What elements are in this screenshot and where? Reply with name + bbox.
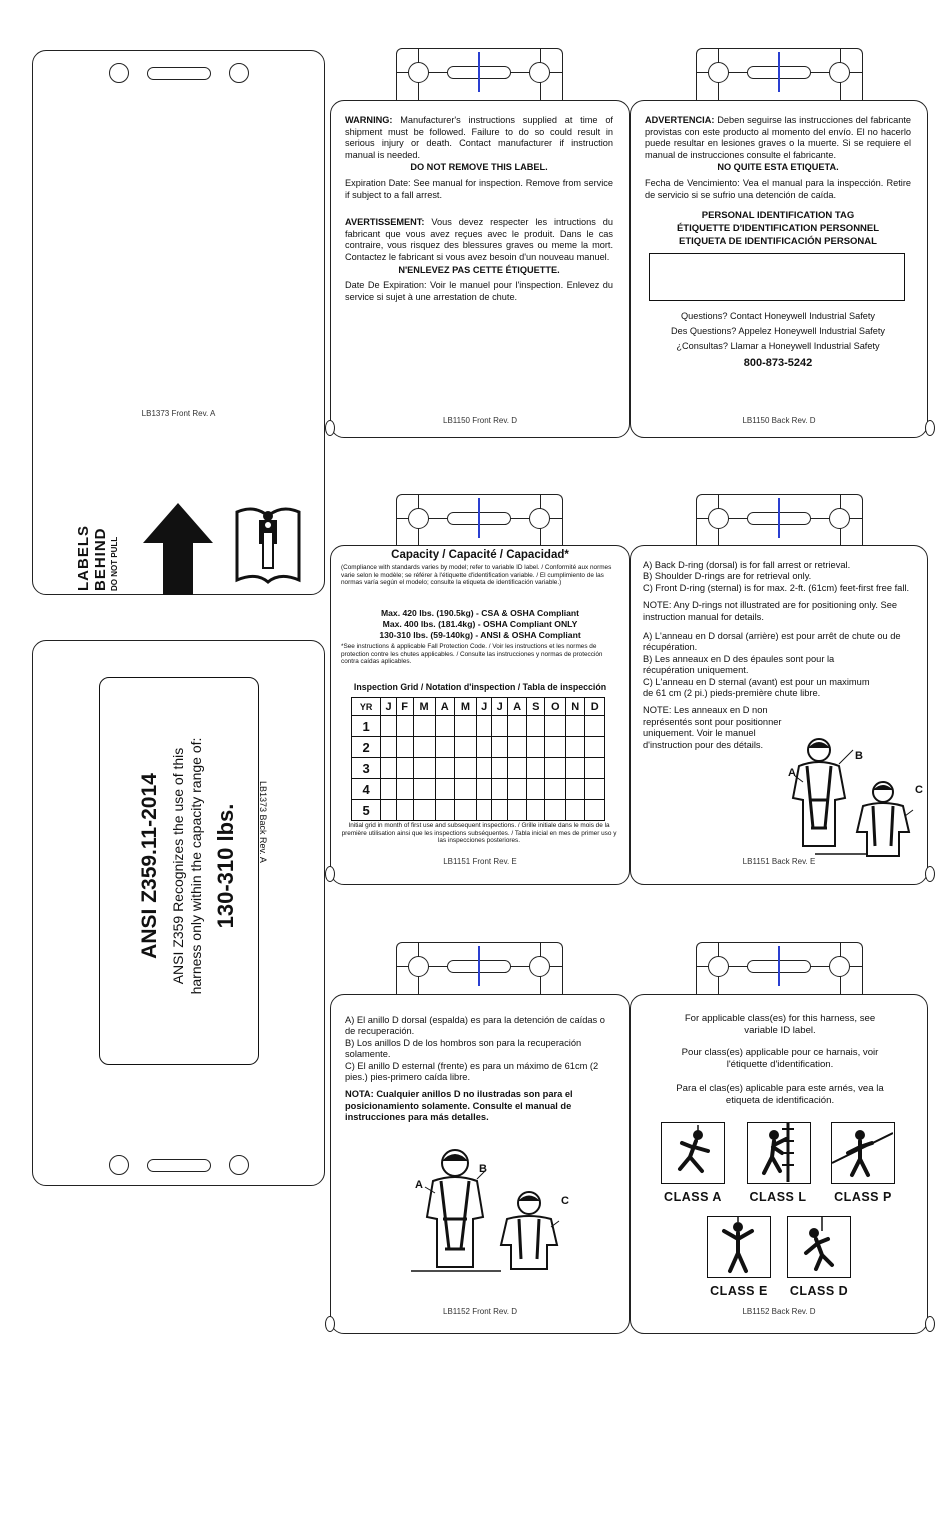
- side-notch: [325, 1316, 335, 1332]
- tag-lb1152-back: [630, 994, 928, 1334]
- blue-guide: [778, 946, 780, 986]
- grid-cell[interactable]: [396, 758, 413, 779]
- ansi-line2: harness only within the capacity range of:: [188, 737, 204, 995]
- grid-cell[interactable]: [454, 716, 476, 737]
- grid-cell[interactable]: [545, 716, 566, 737]
- tag-lb1373-front: [32, 50, 325, 595]
- tag-hole-left: [109, 1155, 129, 1175]
- grid-cell[interactable]: [477, 800, 492, 821]
- grid-title: Inspection Grid / Notation d'inspection / Tabla de inspección: [353, 682, 607, 692]
- lb1152-front-body: [345, 1015, 615, 1124]
- avert-body: Vous devez respecter les intructions du fabricant que vous avez reçues avec le produit. Dans le cas contraire, vous risquez des blessures graves ou meme la mort. Contactez le fabricant si vous avez besoin d'un nouveau manuel.: [345, 217, 613, 262]
- revision-text: LB1151 Back Rev. E: [742, 857, 816, 866]
- figure-label-c: C: [915, 784, 923, 796]
- grid-header-cell: J: [492, 698, 507, 716]
- class-l-label: CLASS L: [749, 1190, 807, 1204]
- grid-cell[interactable]: [492, 758, 507, 779]
- grid-cell[interactable]: [454, 758, 476, 779]
- nenlevez-text: N'ENLEVEZ PAS CETTE ÉTIQUETTE.: [398, 264, 560, 275]
- avert-heading: AVERTISSEMENT:: [345, 217, 425, 228]
- class-a-label: CLASS A: [664, 1190, 722, 1204]
- grid-year-cell: 1: [352, 716, 381, 737]
- grid-cell[interactable]: [492, 716, 507, 737]
- tag-hole-left: [708, 508, 729, 529]
- arrow-up-icon: [141, 501, 215, 597]
- tag-lb1151-back: [630, 545, 928, 885]
- blue-guide: [478, 498, 480, 538]
- tag-hole-left: [408, 956, 429, 977]
- warning-heading: WARNING:: [345, 115, 393, 125]
- grid-cell[interactable]: [566, 737, 585, 758]
- grid-year-cell: 2: [352, 737, 381, 758]
- labels-behind-title: LABELS BEHIND: [75, 525, 109, 591]
- grid-cell[interactable]: [507, 737, 526, 758]
- dring-b-fr: B) Les anneaux en D des épaules sont pour la récupération uniquement.: [643, 653, 835, 676]
- questions-fr: Des Questions? Appelez Honeywell Industrial Safety: [671, 326, 885, 337]
- tag-hole-left: [109, 63, 129, 83]
- grid-cell[interactable]: [477, 758, 492, 779]
- grid-cell[interactable]: [435, 779, 454, 800]
- dring-note-en: NOTE: Any D-rings not illustrated are for positioning only. See instruction manual for details.: [643, 600, 898, 622]
- grid-year-cell: 3: [352, 758, 381, 779]
- tag-hole-right: [529, 956, 550, 977]
- grid-cell[interactable]: [507, 758, 526, 779]
- grid-header-cell: M: [413, 698, 435, 716]
- grid-cell[interactable]: [381, 716, 396, 737]
- grid-row: [352, 737, 605, 758]
- lb1150-back-body: [645, 115, 911, 370]
- revision-text: LB1152 Front Rev. D: [443, 1307, 517, 1316]
- grid-cell[interactable]: [477, 737, 492, 758]
- class-e-icon: [707, 1216, 771, 1278]
- tag-lb1373-back: [32, 640, 325, 1186]
- grid-cell[interactable]: [435, 737, 454, 758]
- grid-cell[interactable]: [545, 800, 566, 821]
- grid-cell[interactable]: [566, 779, 585, 800]
- tag-lb1151-front: [330, 545, 630, 885]
- id-write-box[interactable]: [649, 253, 905, 301]
- grid-cell[interactable]: [413, 737, 435, 758]
- capacity-line1: Max. 420 lbs. (190.5kg) - CSA & OSHA Compliant: [380, 608, 580, 618]
- blue-guide: [778, 52, 780, 92]
- side-notch: [925, 866, 935, 882]
- grid-cell[interactable]: [413, 758, 435, 779]
- tag-hole-right: [229, 63, 249, 83]
- grid-header-cell: D: [585, 698, 605, 716]
- fecha-text: Fecha de Vencimiento: Vea el manual para la inspección. Retire de servicio si se sufrio una detención de caída.: [645, 177, 911, 200]
- class-p-icon: [831, 1122, 895, 1184]
- side-notch: [925, 1316, 935, 1332]
- phone-number: 800-873-5242: [743, 357, 813, 370]
- grid-header-cell: J: [381, 698, 396, 716]
- manual-icon: [233, 504, 303, 584]
- grid-cell[interactable]: [527, 716, 545, 737]
- dring-c-es: C) El anillo D esternal (frente) es para un máximo de 61cm (2 pies.) pies-primero caída libre.: [345, 1060, 599, 1083]
- tag-hole-right: [229, 1155, 249, 1175]
- ansi-range: 130-310 lbs.: [213, 803, 238, 929]
- see-instructions: *See instructions & applicable Fall Protection Code. / Voir les instructions et les normes de protection contre les chutes applicables. / Consulte las instrucciones y normas de protección contra caídas aplicables.: [341, 643, 603, 666]
- do-not-remove: DO NOT REMOVE THIS LABEL.: [410, 162, 548, 173]
- grid-cell[interactable]: [413, 800, 435, 821]
- tag-hole-right: [829, 956, 850, 977]
- grid-cell[interactable]: [527, 800, 545, 821]
- lb1150-front-body: [345, 115, 613, 307]
- class-e-label: CLASS E: [710, 1284, 768, 1298]
- tag-hole-right: [829, 508, 850, 529]
- grid-cell[interactable]: [396, 716, 413, 737]
- harness-figures-illustration: [781, 736, 921, 866]
- grid-cell[interactable]: [507, 800, 526, 821]
- grid-cell[interactable]: [477, 779, 492, 800]
- initial-grid-note: Initial grid in month of first use and subsequent inspections. / Grille initiale dans le mois de la première utilisation ainsi que les inspections subséquentes. / Tabla inicial en mes de primer uso y las inspecciones posteriores.: [341, 822, 617, 845]
- labels-behind-text: [75, 471, 120, 591]
- warning-body: Manufacturer's instructions supplied at time of shipment must be followed. Failure to do so could result in serious injury or death. Contact manufacturer if instruction manual is needed.: [345, 115, 613, 160]
- grid-cell[interactable]: [413, 716, 435, 737]
- tag-hole-left: [708, 62, 729, 83]
- grid-header-cell: J: [477, 698, 492, 716]
- tag-hole-left: [708, 956, 729, 977]
- adv-heading: ADVERTENCIA:: [645, 115, 715, 125]
- grid-cell[interactable]: [527, 737, 545, 758]
- grid-cell[interactable]: [396, 737, 413, 758]
- ansi-title: ANSI Z359.11-2014: [138, 773, 161, 959]
- dring-a-es: A) El anillo D dorsal (espalda) es para la detención de caídas o de recuperación.: [345, 1015, 605, 1037]
- grid-cell[interactable]: [585, 800, 605, 821]
- grid-header-cell: N: [566, 698, 585, 716]
- tag-lb1152-front: [330, 994, 630, 1334]
- grid-cell[interactable]: [435, 716, 454, 737]
- class-d-label: CLASS D: [789, 1284, 849, 1298]
- no-quite: NO QUITE ESTA ETIQUETA.: [717, 162, 839, 173]
- grid-cell[interactable]: [545, 758, 566, 779]
- expiration-text: Expiration Date: See manual for inspection. Remove from service if subject to a fall arrest.: [345, 177, 613, 200]
- grid-cell[interactable]: [545, 779, 566, 800]
- class-fr-text: Pour class(es) applicable pour ce harnais, voir l'étiquette d'identification.: [681, 1047, 879, 1070]
- revision-text: LB1373 Front Rev. A: [141, 409, 216, 418]
- class-en-text: For applicable class(es) for this harness, see variable ID label.: [684, 1013, 876, 1036]
- tag-hole-right: [529, 62, 550, 83]
- grid-cell[interactable]: [566, 800, 585, 821]
- tag-hole-left: [408, 508, 429, 529]
- dring-nota-es: NOTA: Cualquier anillos D no ilustradas son para el posicionamiento solamente. Consulte el manual de instrucciones para más detalles.: [345, 1089, 573, 1123]
- harness-figures-illustration: [411, 1145, 571, 1275]
- revision-text: LB1373 Back Rev. A: [258, 781, 268, 863]
- figure-label-c: C: [561, 1195, 569, 1207]
- grid-header-cell: S: [527, 698, 545, 716]
- grid-cell[interactable]: [527, 779, 545, 800]
- grid-cell[interactable]: [507, 779, 526, 800]
- capacity-title: Capacity / Capacité / Capacidad*: [391, 549, 569, 561]
- grid-cell[interactable]: [492, 737, 507, 758]
- grid-cell[interactable]: [566, 758, 585, 779]
- questions-es: ¿Consultas? Llamar a Honeywell Industrial Safety: [676, 341, 880, 352]
- grid-year-cell: 4: [352, 779, 381, 800]
- grid-header-cell: A: [507, 698, 526, 716]
- side-notch: [925, 420, 935, 436]
- grid-header-cell: A: [435, 698, 454, 716]
- grid-row: [352, 800, 605, 821]
- grid-cell[interactable]: [381, 758, 396, 779]
- grid-header-row: [352, 698, 605, 716]
- grid-header-cell: M: [454, 698, 476, 716]
- date-exp-text: Date De Expiration: Voir le manuel pour l'inspection. Enlevez du service si sujet à une arrestation de chute.: [345, 280, 613, 302]
- grid-cell[interactable]: [492, 779, 507, 800]
- grid-header-cell: F: [396, 698, 413, 716]
- grid-cell[interactable]: [585, 737, 605, 758]
- revision-text: LB1152 Back Rev. D: [742, 1307, 816, 1316]
- blue-guide: [478, 52, 480, 92]
- figure-label-a: A: [788, 767, 796, 779]
- grid-cell[interactable]: [413, 779, 435, 800]
- revision-text: LB1150 Front Rev. D: [443, 416, 517, 425]
- grid-header-cell: O: [545, 698, 566, 716]
- tag-lb1150-back: [630, 100, 928, 438]
- pit-es: ETIQUETA DE IDENTIFICACIÓN PERSONAL: [679, 236, 877, 248]
- figure-label-b: B: [479, 1163, 487, 1175]
- grid-cell[interactable]: [527, 758, 545, 779]
- dring-c-en: C) Front D-ring (sternal) is for max. 2-ft. (61cm) feet-first free fall.: [643, 582, 910, 593]
- capacity-line3: 130-310 lbs. (59-140kg) - ANSI & OSHA Compliant: [379, 630, 581, 640]
- grid-cell[interactable]: [585, 779, 605, 800]
- class-d-icon: [787, 1216, 851, 1278]
- grid-cell[interactable]: [492, 800, 507, 821]
- grid-header-cell: YR: [352, 698, 381, 716]
- grid-cell[interactable]: [477, 716, 492, 737]
- pit-fr: ÉTIQUETTE D'IDENTIFICATION PERSONNEL: [676, 223, 880, 235]
- grid-cell[interactable]: [585, 758, 605, 779]
- side-notch: [325, 420, 335, 436]
- ansi-line1: ANSI Z359 Recognizes the use of this: [170, 747, 186, 985]
- class-p-label: CLASS P: [834, 1190, 892, 1204]
- tag-hole-right: [829, 62, 850, 83]
- class-l-icon: [747, 1122, 811, 1184]
- class-a-icon: [661, 1122, 725, 1184]
- grid-cell[interactable]: [566, 716, 585, 737]
- dring-note-fr: NOTE: Les anneaux en D non représentés sont pour positionner uniquement. Voir le manuel d'instruction pour des détails.: [643, 705, 782, 750]
- grid-cell[interactable]: [585, 716, 605, 737]
- blue-guide: [778, 498, 780, 538]
- tag-slot: [147, 67, 211, 80]
- grid-cell[interactable]: [545, 737, 566, 758]
- ansi-text-block: [138, 686, 241, 1046]
- grid-row: [352, 758, 605, 779]
- pit-en: PERSONAL IDENTIFICATION TAG: [701, 210, 855, 222]
- grid-row: [352, 716, 605, 737]
- tag-hole-left: [408, 62, 429, 83]
- grid-year-cell: 5: [352, 800, 381, 821]
- grid-cell[interactable]: [381, 737, 396, 758]
- dring-b-es: B) Los anillos D de los hombros son para la recuperación solamente.: [345, 1037, 582, 1060]
- tag-lb1150-front: [330, 100, 630, 438]
- blue-guide: [478, 946, 480, 986]
- figure-label-b: B: [855, 750, 863, 762]
- compliance-note: (Compliance with standards varies by model; refer to variable ID label. / Conformité aux normes varie selon le modèle; se référer à l'étiquette d'identification variable. / El cumplimiento de las normas varía según el modelo; consulte la etiqueta de identificación variable.): [341, 564, 612, 587]
- grid-cell[interactable]: [396, 800, 413, 821]
- dring-a-fr: A) L'anneau en D dorsal (arrière) est pour arrêt de chute ou de récupération.: [643, 631, 901, 653]
- tag-slot: [147, 1159, 211, 1172]
- grid-cell[interactable]: [454, 737, 476, 758]
- grid-cell[interactable]: [396, 779, 413, 800]
- dring-c-fr: C) L'anneau en D sternal (avant) est pour un maximum de 61 cm (2 pi.) pieds-première chute libre.: [643, 676, 870, 699]
- grid-cell[interactable]: [507, 716, 526, 737]
- revision-text: LB1151 Front Rev. E: [443, 857, 517, 866]
- lb1151-back-body: [643, 560, 913, 751]
- dring-a-en: A) Back D-ring (dorsal) is for fall arrest or retrieval.: [643, 560, 851, 570]
- class-es-text: Para el clas(es) aplicable para este arnés, vea la etiqueta de identificación.: [676, 1083, 884, 1106]
- grid-cell[interactable]: [454, 779, 476, 800]
- grid-cell[interactable]: [381, 800, 396, 821]
- side-notch: [325, 866, 335, 882]
- questions-en: Questions? Contact Honeywell Industrial Safety: [680, 311, 876, 322]
- do-not-pull-text: DO NOT PULL: [110, 536, 119, 591]
- grid-cell[interactable]: [435, 800, 454, 821]
- revision-text: LB1150 Back Rev. D: [742, 416, 816, 425]
- grid-cell[interactable]: [381, 779, 396, 800]
- capacity-line2: Max. 400 lbs. (181.4kg) - OSHA Compliant ONLY: [382, 619, 578, 629]
- grid-cell[interactable]: [435, 758, 454, 779]
- grid-cell[interactable]: [454, 800, 476, 821]
- dring-b-en: B) Shoulder D-rings are for retrieval only.: [643, 571, 812, 582]
- tag-hole-right: [529, 508, 550, 529]
- figure-label-a: A: [415, 1179, 423, 1191]
- inspection-grid[interactable]: [351, 697, 605, 821]
- grid-row: [352, 779, 605, 800]
- adv-body: Deben seguirse las instrucciones del fabricante provistas con este producto al momento del envío. El no hacerlo puede resultar en lesiones graves o la muerte. Si se requiere el manual de instrucciones consulte el fabricante.: [645, 115, 911, 160]
